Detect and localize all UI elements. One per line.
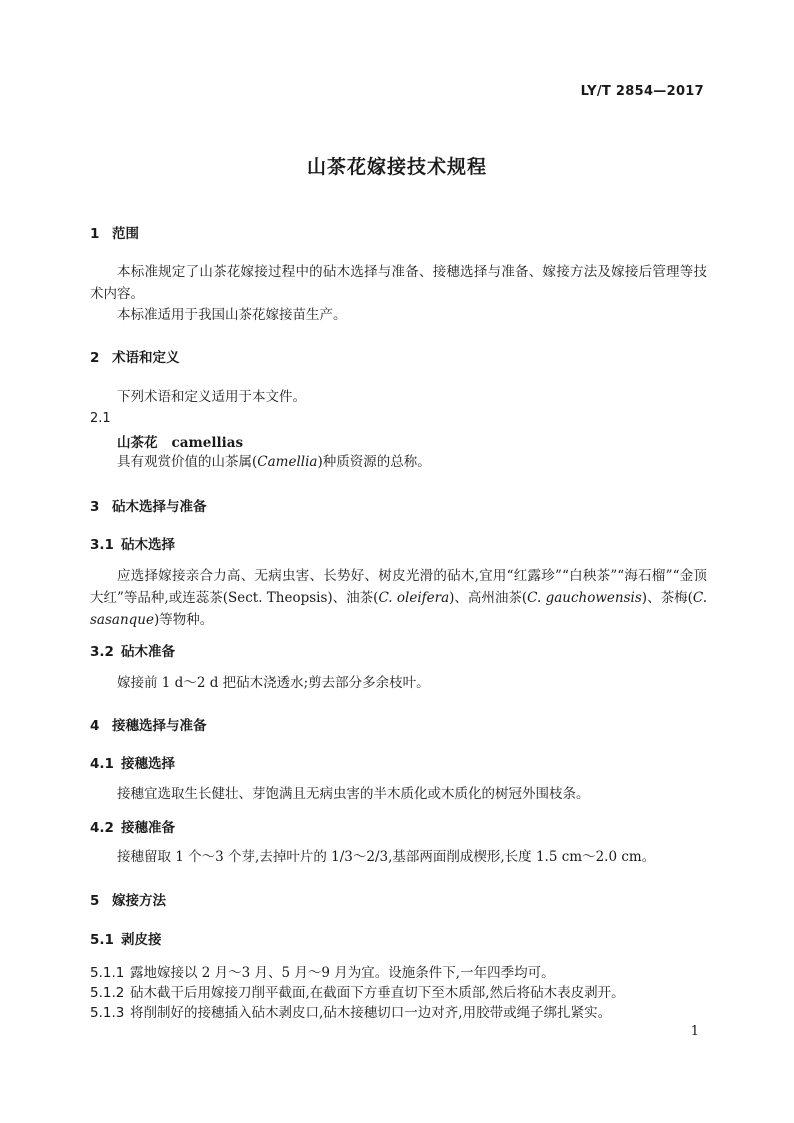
section-number: 4 <box>90 718 100 734</box>
term-number: 2.1 <box>90 411 111 426</box>
section-3-heading <box>90 495 207 515</box>
clause-number: 5.1.2 <box>90 985 125 1001</box>
clause-number: 5.1.3 <box>90 1005 125 1021</box>
subsection-number: 4.2 <box>90 820 114 836</box>
subsection-number: 3.1 <box>90 537 114 553</box>
subsection-title: 接穗选择 <box>121 756 175 772</box>
section-5-heading <box>90 889 166 909</box>
page-number: 1 <box>690 1024 699 1039</box>
section-number: 5 <box>90 893 100 909</box>
term-entry <box>117 431 243 451</box>
subsection-3-1-paragraph: 应选择嫁接亲合力高、无病虫害、长势好、树皮光滑的砧木,宜用“红露珍”“白秧茶”“海石榴”“金顶大红”等品种,或连蕊茶(Sect. Theopsis)、油茶(C. oleifera)、高州油茶(C. gauchowensis)、茶梅(C. sasanque)等物种。 <box>90 568 707 628</box>
clause-5-1-3 <box>90 1001 611 1021</box>
section-2-heading <box>90 346 180 366</box>
term-definition: 具有观赏价值的山茶属(Camellia)种质资源的总称。 <box>117 454 431 470</box>
section-title: 接穗选择与准备 <box>112 718 207 734</box>
section-number: 2 <box>90 350 100 366</box>
subsection-5-1-heading <box>90 928 162 948</box>
section-4-heading <box>90 714 207 734</box>
subsection-number: 5.1 <box>90 932 114 948</box>
clause-5-1-2 <box>90 981 625 1001</box>
subsection-4-2-heading <box>90 816 175 836</box>
subsection-number: 4.1 <box>90 756 114 772</box>
latin-genus: Camellia <box>257 454 318 470</box>
clause-number: 5.1.1 <box>90 965 125 981</box>
section-2-paragraph: 下列术语和定义适用于本文件。 <box>117 389 306 405</box>
term-english: camellias <box>171 435 244 451</box>
subsection-title: 砧木选择 <box>121 537 175 553</box>
document-title: 山茶花嫁接技术规程 <box>306 156 487 178</box>
section-1-paragraph-1: 本标准规定了山茶花嫁接过程中的砧木选择与准备、接穗选择与准备、嫁接方法及嫁接后管理等技术内容。 <box>90 264 707 302</box>
section-1-heading <box>90 222 139 242</box>
clause-text: 露地嫁接以 2 月～3 月、5 月～9 月为宜。设施条件下,一年四季均可。 <box>130 965 555 981</box>
section-title: 砧木选择与准备 <box>112 499 207 515</box>
section-number: 3 <box>90 499 100 515</box>
section-title: 嫁接方法 <box>112 893 166 909</box>
standard-number: LY/T 2854—2017 <box>580 84 704 99</box>
subsection-title: 剥皮接 <box>121 932 162 948</box>
clause-text: 将削制好的接穗插入砧木剥皮口,砧木接穗切口一边对齐,用胶带或绳子绑扎紧实。 <box>130 1005 612 1021</box>
subsection-4-1-heading <box>90 752 175 772</box>
subsection-4-2-paragraph: 接穗留取 1 个～3 个芽,去掉叶片的 1/3～2/3,基部两面削成楔形,长度 1.5 cm～2.0 cm。 <box>117 849 656 865</box>
section-number: 1 <box>90 226 100 242</box>
subsection-title: 砧木准备 <box>121 644 175 660</box>
section-title: 术语和定义 <box>112 350 180 366</box>
clause-text: 砧木截干后用嫁接刀削平截面,在截面下方垂直切下至木质部,然后将砧木表皮剥开。 <box>130 985 625 1001</box>
subsection-3-2-paragraph: 嫁接前 1 d～2 d 把砧木浇透水;剪去部分多余枝叶。 <box>117 675 430 691</box>
clause-5-1-1 <box>90 961 555 981</box>
subsection-3-2-heading <box>90 640 175 660</box>
section-1-paragraph-2: 本标准适用于我国山茶花嫁接苗生产。 <box>117 307 347 323</box>
subsection-title: 接穗准备 <box>121 820 175 836</box>
subsection-4-1-paragraph: 接穗宜选取生长健壮、芽饱满且无病虫害的半木质化或木质化的树冠外围枝条。 <box>117 786 590 802</box>
section-title: 范围 <box>112 226 139 242</box>
term-chinese: 山茶花 <box>117 435 158 451</box>
subsection-number: 3.2 <box>90 644 114 660</box>
subsection-3-1-heading <box>90 533 175 553</box>
